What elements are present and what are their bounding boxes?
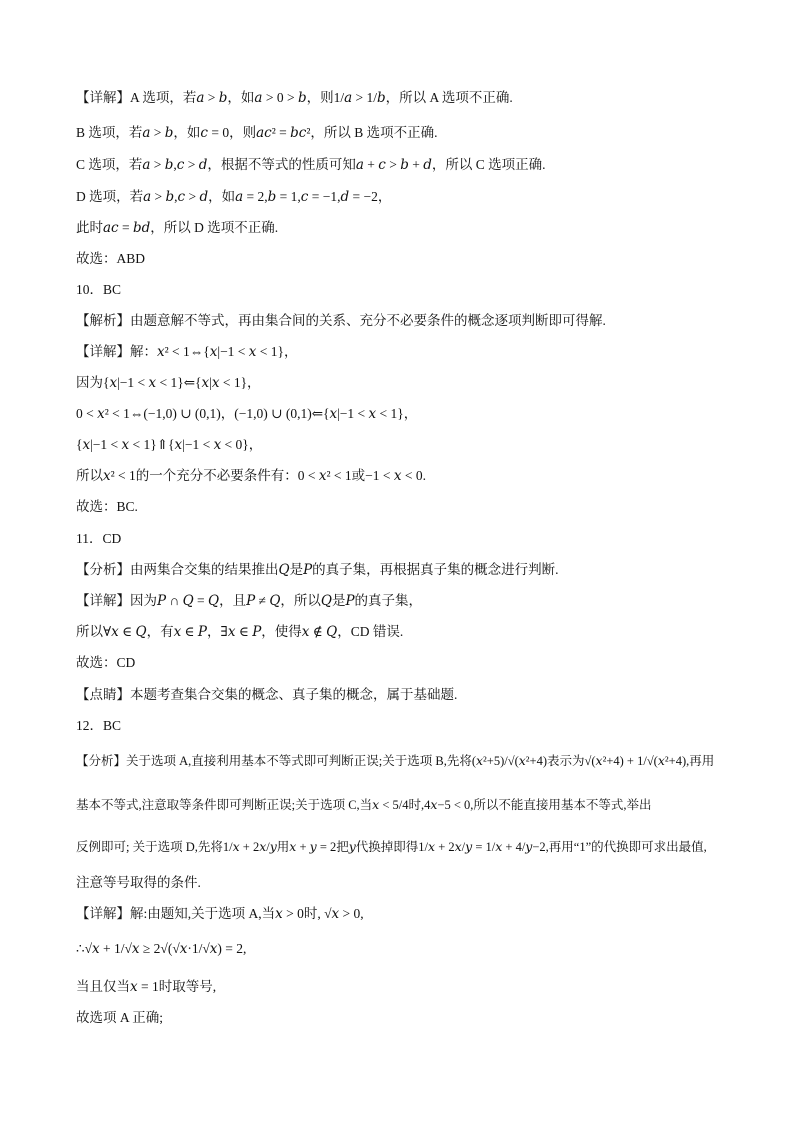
text-line: ∴√𝑥 + 1/√𝑥 ≥ 2√(√𝑥·1/√𝑥) = 2, (76, 941, 247, 956)
text-line: 【分析】由两集合交集的结果推出𝑄是𝑃的真子集，再根据真子集的概念进行判断. (76, 562, 559, 577)
text-line: 【点睛】本题考查集合交集的概念、真子集的概念，属于基础题. (76, 687, 458, 702)
text-line: 0 < 𝑥² < 1⇔(−1,0) ∪ (0,1)，(−1,0) ∪ (0,1)⇐{𝑥|−1 < 𝑥 < 1}， (76, 406, 418, 421)
text-line: {𝑥|−1 < 𝑥 < 1}⇑{𝑥|−1 < 𝑥 < 0}， (76, 437, 263, 452)
text-line: B 选项，若𝑎 > 𝑏，如𝑐 = 0，则𝑎𝑐² = 𝑏𝑐²，所以 B 选项不正确. (76, 125, 438, 140)
text-line: 【详解】解:由题知,关于选项 A,当𝑥 > 0时, √𝑥 > 0, (76, 906, 364, 921)
text-line: 基本不等式,注意取等条件即可判断正误;关于选项 C,当𝑥 < 5/4时,4𝑥−5 < 0,所以不能直接用基本不等式,举出 (76, 798, 652, 812)
text-line: 因为{𝑥|−1 < 𝑥 < 1}⇐{𝑥|𝑥 < 1}， (76, 375, 261, 390)
text-line: 故选：BC. (76, 499, 138, 514)
text-line: 【详解】因为𝑃 ∩ 𝑄 = 𝑄，且𝑃 ≠ 𝑄，所以𝑄是𝑃的真子集， (76, 593, 423, 608)
text-line: 故选：CD (76, 655, 136, 670)
text-line: 反例即可; 关于选项 D,先将1/𝑥 + 2𝑥/𝑦用𝑥 + 𝑦 = 2把𝑦代换掉即得1/𝑥 + 2𝑥/𝑦 = 1/𝑥 + 4/𝑦−2,再用“1”的代换即可求出最值, (76, 840, 707, 854)
text-line: C 选项，若𝑎 > 𝑏,𝑐 > 𝑑，根据不等式的性质可知𝑎 + 𝑐 > 𝑏 + 𝑑，所以 C 选项正确. (76, 157, 546, 172)
question-number: 12．BC (76, 718, 122, 733)
text-line: 当且仅当𝑥 = 1时取等号, (76, 979, 217, 994)
text-line: 【解析】由题意解不等式，再由集合间的关系、充分不必要条件的概念逐项判断即可得解. (76, 313, 606, 328)
text-line: 所以𝑥² < 1的一个充分不必要条件有：0 < 𝑥² < 1或−1 < 𝑥 < 0. (76, 468, 426, 483)
text-line: 故选：ABD (76, 251, 146, 266)
text-line: 【分析】关于选项 A,直接利用基本不等式即可判断正误;关于选项 B,先将(𝑥²+5)/√(𝑥²+4)表示为√(𝑥²+4) + 1/√(𝑥²+4),再用 (76, 754, 715, 768)
text-line: 此时𝑎𝑐 = 𝑏𝑑，所以 D 选项不正确. (76, 220, 279, 235)
text-line: 所以∀𝑥 ∈ 𝑄，有𝑥 ∈ 𝑃，∃𝑥 ∈ 𝑃，使得𝑥 ∉ 𝑄，CD 错误. (76, 624, 404, 639)
question-number: 10．BC (76, 282, 122, 297)
text-line: 注意等号取得的条件. (76, 875, 201, 890)
question-number: 11．CD (76, 531, 122, 546)
text-line: 【详解】A 选项，若𝑎 > 𝑏，如𝑎 > 0 > 𝑏，则1/𝑎 > 1/𝑏，所以 A 选项不正确. (76, 90, 513, 105)
text-line: 故选项 A 正确; (76, 1010, 164, 1025)
text-line: 【详解】解：𝑥² < 1⇔{𝑥|−1 < 𝑥 < 1}， (76, 344, 298, 359)
text-line: D 选项，若𝑎 > 𝑏,𝑐 > 𝑑，如𝑎 = 2,𝑏 = 1,𝑐 = −1,𝑑 = −2， (76, 189, 392, 204)
